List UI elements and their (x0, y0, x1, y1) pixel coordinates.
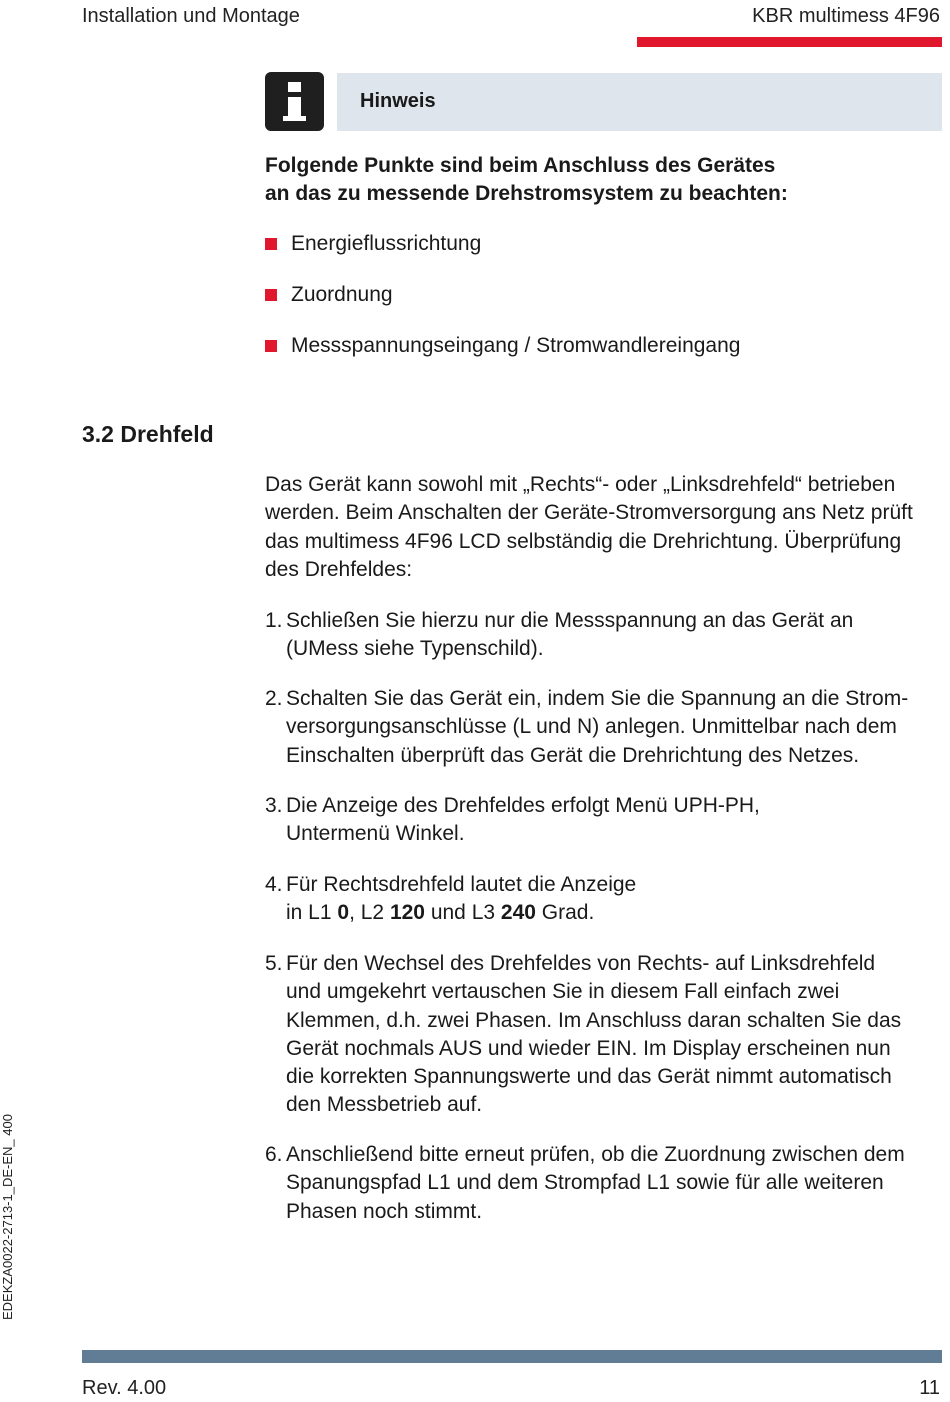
bullet-square-icon (265, 340, 277, 352)
list-item: Energieflussrichtung (265, 230, 740, 281)
note-heading: Hinweis (360, 90, 436, 112)
angle-value: 120 (389, 901, 425, 925)
list-item: 1. Schließen Sie hierzu nur die Messspannung an das Gerät an (UMess siehe Typenschild). (265, 609, 854, 661)
step-number: 3. (265, 794, 283, 817)
header-chapter: Installation und Montage (82, 5, 300, 27)
list-item: Messspannungseingang / Stromwandlereingang (265, 332, 740, 383)
bullet-square-icon (265, 289, 277, 301)
step-number: 1. (265, 609, 283, 632)
list-item: 2. Schalten Sie das Gerät ein, indem Sie die Spannung an die Strom- versorgungsanschlüsse (L und N) anlegen. Unmittelbar nach dem Einschalten überprüft das Gerät die Drehrichtung des Netzes. (265, 687, 909, 767)
header-product: KBR multimess 4F96 (752, 5, 940, 27)
footer-revision: Rev. 4.00 (82, 1377, 167, 1399)
header-accent-bar (637, 37, 942, 47)
document-code: EDEKZA0022-2713-1_DE-EN_ 400 (0, 1114, 15, 1320)
step-number: 4. (265, 873, 283, 896)
intro-paragraph: Das Gerät kann sowohl mit „Rechts“- oder „Linksdrehfeld“ betrieben werden. Beim Anschalten der Geräte-Stromversorgung ans Netz prüft das multimess 4F96 LCD selbständig die Drehrichtung. Überprüfung des Drehfeldes: (265, 473, 913, 581)
list-item: 6. Anschließend bitte erneut prüfen, ob die Zuordnung zwischen dem Spanungspfad L1 und dem Strompfad L1 sowie für alle weiteren Phasen noch stimmt. (265, 1143, 905, 1223)
note-text-line: Folgende Punkte sind beim Anschluss des Gerätes (265, 154, 776, 177)
step-number: 6. (265, 1143, 283, 1166)
list-item: 5. Für den Wechsel des Drehfeldes von Rechts- auf Linksdrehfeld und umgekehrt vertauschen Sie in diesem Fall einfach zwei Klemmen, d.h. zwei Phasen. Im Anschluss daran schalten Sie das Gerät nochmals AUS und wieder EIN. Im Display erscheinen nun die korrekten Spannungswerte und das Gerät nimmt automatisch den Messbetrieb auf. (265, 952, 902, 1117)
step-number: 5. (265, 952, 283, 975)
list-item: 4. Für Rechtsdrehfeld lautet die Anzeige in L1 0, L2 120 und L3 240 Grad. (265, 873, 637, 925)
step-number: 2. (265, 687, 283, 710)
bullet-square-icon (265, 238, 277, 250)
info-icon (265, 72, 324, 131)
note-text (265, 152, 885, 208)
angle-value: 0 (337, 901, 350, 925)
note-heading-box (337, 73, 942, 131)
list-item: 3. Die Anzeige des Drehfeldes erfolgt Menü UPH-PH, Untermenü Winkel. (265, 794, 760, 846)
angle-value: 240 (500, 901, 536, 925)
footer-bar (82, 1350, 942, 1363)
note-text-line: an das zu messende Drehstromsystem zu beachten: (265, 182, 788, 205)
section-title: 3.2 Drehfeld (82, 421, 214, 447)
note-bullet-list (265, 230, 740, 383)
list-item: Zuordnung (265, 281, 740, 332)
page-number: 11 (919, 1377, 940, 1399)
